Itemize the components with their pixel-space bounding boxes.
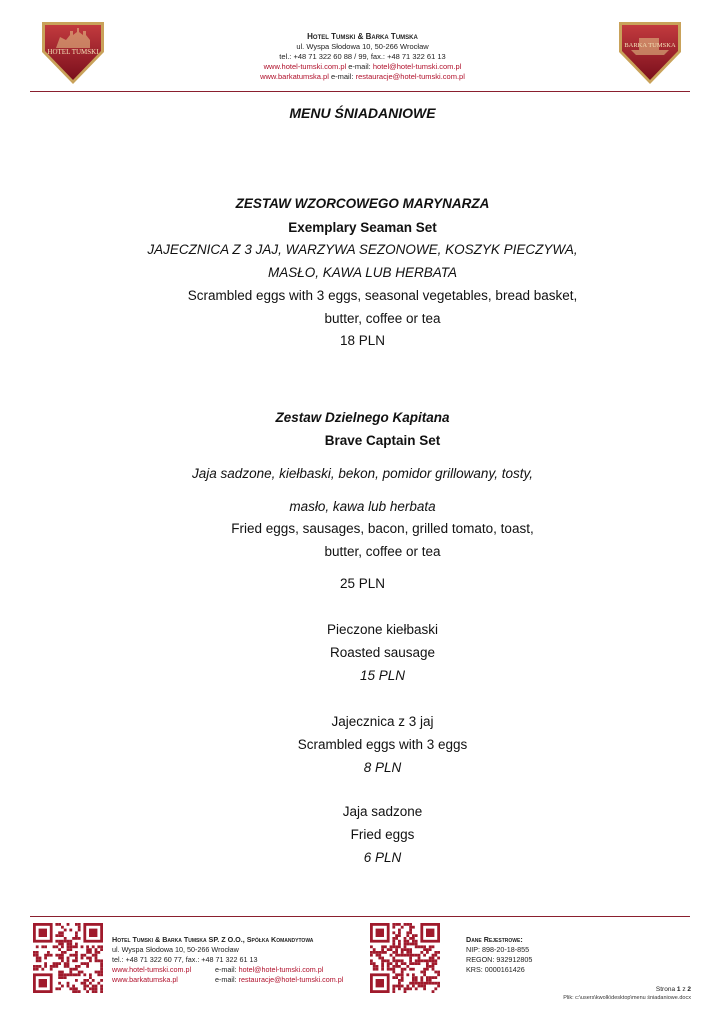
- header-email-link[interactable]: hotel@hotel-tumski.com.pl: [372, 62, 462, 71]
- footer-reg-title: Dane Rejestrowe:: [466, 935, 523, 944]
- qr-code-icon[interactable]: [33, 923, 103, 998]
- set2-name-pl: Zestaw Dzielnego Kapitana: [275, 410, 450, 425]
- set1-price: 18 PLN: [339, 333, 386, 348]
- set1-desc-en-1: Scrambled eggs with 3 eggs, seasonal vegetables, bread basket,: [187, 288, 578, 303]
- page-sep: z: [682, 986, 686, 993]
- item2-price: 8 PLN: [363, 760, 402, 775]
- set2-desc-pl-1: Jaja sadzone, kiełbaski, bekon, pomidor grillowany, tosty,: [192, 466, 533, 481]
- footer-email-label: e-mail:: [215, 965, 237, 974]
- header-address: ul. Wyspa Słodowa 10, 50-266 Wrocław: [296, 42, 429, 51]
- item1-price: 15 PLN: [359, 668, 406, 683]
- header-web-link[interactable]: www.hotel-tumski.com.pl: [263, 62, 347, 71]
- footer-nip: NIP: 898-20-18-855: [466, 945, 530, 954]
- logo-left-text: HOTEL TUMSKI: [47, 48, 99, 56]
- footer-web2-link[interactable]: www.barkatumska.pl: [112, 975, 178, 984]
- header-email2-link[interactable]: restauracje@hotel-tumski.com.pl: [355, 72, 465, 81]
- header-info: [0, 32, 725, 82]
- set1-name-pl: ZESTAW WZORCOWEGO MARYNARZA: [235, 196, 490, 211]
- header-company: Hotel Tumski & Barka Tumska: [307, 32, 418, 41]
- set2-desc-pl-2: masło, kawa lub herbata: [289, 499, 436, 514]
- set2-desc-en-1: Fried eggs, sausages, bacon, grilled tomato, toast,: [231, 521, 534, 536]
- file-path: Plik: c:\users\kwolk\desktop\menu śniadaniowe.docx: [563, 995, 691, 1001]
- item2-pl: Jajecznica z 3 jaj: [331, 714, 434, 729]
- item3-en: Fried eggs: [350, 827, 415, 842]
- set2-name-en: Brave Captain Set: [324, 433, 441, 448]
- footer-email2-link[interactable]: restauracje@hotel-tumski.com.pl: [238, 975, 344, 984]
- footer-address: ul. Wyspa Słodowa 10, 50-266 Wrocław: [112, 945, 239, 954]
- set2-desc-en-2: butter, coffee or tea: [324, 544, 441, 559]
- footer-registration: [466, 935, 616, 975]
- footer-email2-label: e-mail:: [215, 975, 237, 984]
- item1-pl: Pieczone kiełbaski: [326, 622, 439, 637]
- set1-desc-pl-1: JAJECZNICA Z 3 JAJ, WARZYWA SEZONOWE, KOSZYK PIECZYWA,: [147, 242, 578, 257]
- logo-right-text: BARKA TUMSKA: [624, 42, 676, 49]
- header-divider: [30, 91, 690, 92]
- header-email-label: e-mail:: [348, 62, 371, 71]
- item2-en: Scrambled eggs with 3 eggs: [297, 737, 468, 752]
- page-number: [656, 986, 691, 993]
- page-total: 2: [687, 986, 691, 993]
- qr-code-icon[interactable]: [370, 923, 440, 998]
- footer-company-info: [112, 935, 362, 985]
- footer-web-link[interactable]: www.hotel-tumski.com.pl: [112, 965, 192, 974]
- footer-phone: tel.: +48 71 322 60 77, fax.: +48 71 322 61 13: [112, 955, 258, 964]
- set1-desc-en-2: butter, coffee or tea: [324, 311, 441, 326]
- set2-price: 25 PLN: [339, 576, 386, 591]
- set1-desc-pl-2: MASŁO, KAWA LUB HERBATA: [267, 265, 458, 280]
- page-current: 1: [676, 986, 681, 993]
- item3-price: 6 PLN: [363, 850, 402, 865]
- menu-title: MENU ŚNIADANIOWE: [289, 105, 436, 121]
- page-prefix: Strona: [655, 986, 676, 993]
- footer-divider: [30, 916, 690, 917]
- set1-name-en: Exemplary Seaman Set: [288, 220, 437, 235]
- item3-pl: Jaja sadzone: [342, 804, 423, 819]
- header-email2-label: e-mail:: [330, 72, 354, 81]
- footer-email-link[interactable]: hotel@hotel-tumski.com.pl: [238, 965, 324, 974]
- footer-krs: KRS: 0000161426: [466, 965, 525, 974]
- footer-company: Hotel Tumski & Barka Tumska SP. Z O.O., Spółka Komandytowa: [112, 935, 314, 944]
- item1-en: Roasted sausage: [329, 645, 436, 660]
- header-phone: tel.: +48 71 322 60 88 / 99, fax.: +48 71 322 61 13: [279, 52, 446, 61]
- footer-regon: REGON: 932912805: [466, 955, 533, 964]
- header-web2-link[interactable]: www.barkatumska.pl: [260, 72, 329, 81]
